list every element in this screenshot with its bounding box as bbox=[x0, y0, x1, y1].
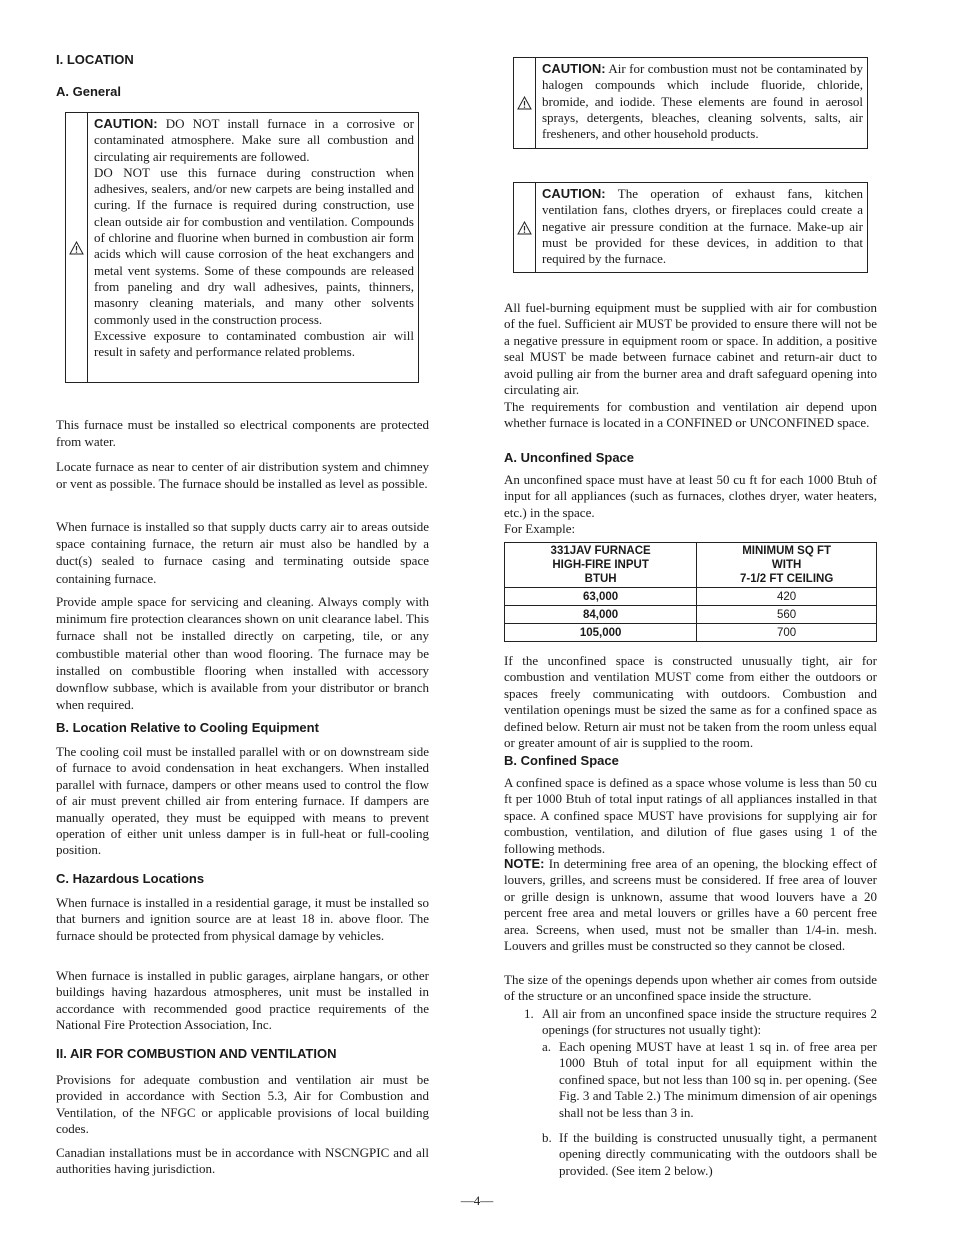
caution-text: Air for combustion must not be contaminated by halogen compounds which include fluoride, chloride, bromide, and iodide. These elements are found in aerosol sprays, detergents, bleaches, cleaning solvents, salts, air fresheners, and other household products. bbox=[542, 61, 863, 142]
page-number: —4— bbox=[460, 1193, 494, 1208]
heading-hazardous: C. Hazardous Locations bbox=[56, 871, 205, 886]
header-line: WITH bbox=[771, 559, 802, 571]
col-header-furnace-input bbox=[505, 543, 697, 588]
heading-unconfined: A. Unconfined Space bbox=[504, 450, 635, 465]
para-unusually-tight: If the unconfined space is constructed unusually tight, air for combustion and ventilation MUST come from either the outdoors or spaces freely communicating with outdoors. Combustion and ventilation openings must be sized the same as for a confined space as defined below. Return air must not be taken from the room unless equal or greater amount of air is supplied to the room. bbox=[504, 653, 877, 751]
para-note bbox=[504, 856, 877, 954]
caution-body bbox=[536, 183, 867, 272]
para-cooling: The cooling coil must be installed parallel with or on downstream side of furnace to avoid condensation in heat exchangers. When installed parallel with furnace, dampers or other means used to control the flow of air must prevent chilled air from entering furnace. If dampers are manually operated, they must be equipped with means to prevent operation of either unit unless damper is in full-heat or full-cooling position. bbox=[56, 744, 429, 858]
warning-triangle-icon bbox=[517, 96, 532, 110]
heading-general: A. General bbox=[56, 84, 122, 99]
para-provisions: Provisions for adequate combustion and ventilation air must be provided in accordance with Section 5.3, Air for Combustion and Ventilation, of the NFGC or applicable provisions of local building codes. bbox=[56, 1072, 429, 1137]
para-locate: Locate furnace as near to center of air distribution system and chimney or vent as possible. The furnace should be installed as level as possible. bbox=[56, 459, 429, 492]
para-unconfined-def: An unconfined space must have at least 50 cu ft for each 1000 Btuh of input for all appliances (such as furnaces, clothes dryer, water heaters, etc.) in the space. bbox=[504, 472, 877, 520]
heading-confined: B. Confined Space bbox=[504, 753, 619, 768]
cell-input: 105,000 bbox=[505, 624, 697, 642]
heading-cooling: B. Location Relative to Cooling Equipment bbox=[56, 720, 319, 735]
warning-triangle-icon bbox=[517, 221, 532, 235]
cell-sqft: 420 bbox=[697, 588, 877, 606]
cell-input: 84,000 bbox=[505, 606, 697, 624]
table-row bbox=[505, 624, 877, 642]
caution-body bbox=[88, 113, 418, 382]
para-requirements: The requirements for combustion and ventilation air depend upon whether furnace is located in a CONFINED or UNCONFINED space. bbox=[504, 399, 877, 431]
caution-box-halogen bbox=[513, 57, 868, 149]
caution-label: CAUTION: bbox=[542, 186, 606, 201]
heading-location: I. LOCATION bbox=[56, 52, 134, 67]
heading-air-combustion: II. AIR FOR COMBUSTION AND VENTILATION bbox=[56, 1046, 337, 1061]
para-garage: When furnace is installed in a residential garage, it must be installed so that burners and ignition source are at least 18 in. above floor. The furnace should be protected from physical damage by vehicles. bbox=[56, 895, 429, 943]
para-openings-size: The size of the openings depends upon whether air comes from outside of the structure or an unconfined space inside the structure. bbox=[504, 972, 877, 1004]
warning-triangle-icon bbox=[69, 241, 84, 255]
caution-text-1: DO NOT install furnace in a corrosive or contaminated atmosphere. Make sure all combustion and circulating air requirements are followed. bbox=[94, 116, 414, 164]
header-line: MINIMUM SQ FT bbox=[742, 545, 832, 557]
para-supply-ducts: When furnace is installed so that supply ducts carry air to areas outside space containing furnace, the return air must also be handled by a duct(s) sealed to furnace casing and terminating outside space containing furnace. bbox=[56, 519, 429, 586]
header-line: BTUH bbox=[584, 573, 617, 585]
cell-sqft: 560 bbox=[697, 606, 877, 624]
caution-text-3: Excessive exposure to contaminated combustion air will result in safety and performance related problems. bbox=[94, 327, 414, 360]
list-number: 1. bbox=[524, 1006, 534, 1021]
header-line: HIGH-FIRE INPUT bbox=[552, 559, 649, 571]
cell-input: 63,000 bbox=[505, 588, 697, 606]
para-canadian: Canadian installations must be in accordance with NSCNGPIC and all authorities having jurisdiction. bbox=[56, 1145, 429, 1177]
cell-sqft: 700 bbox=[697, 624, 877, 642]
warning-icon-cell bbox=[514, 183, 536, 272]
for-example-label: For Example: bbox=[504, 521, 576, 536]
warning-icon-cell bbox=[66, 113, 88, 382]
warning-icon-cell bbox=[514, 58, 536, 148]
caution-body bbox=[536, 58, 867, 148]
header-line: 331JAV FURNACE bbox=[550, 545, 651, 557]
header-line: 7-1/2 FT CEILING bbox=[739, 573, 834, 585]
list-item-1: All air from an unconfined space inside the structure requires 2 openings (for structures not usually tight): bbox=[542, 1006, 877, 1038]
note-text: In determining free area of an opening, the blocking effect of louvers, grilles, and screens must be considered. If free area of louver or grille design is unknown, assume that wood louvers have a 20 percent free area and metal louvers or grilles have a 60 percent free area. Screens, when used, must not be smaller than 1/4-in. mesh. Louvers and grilles must be constructed so they cannot be closed. bbox=[504, 856, 878, 954]
para-fuel-burning: All fuel-burning equipment must be supplied with air for combustion of the fuel. Sufficient air MUST be provided to ensure there will not be a negative pressure in equipment room or space. In addition, a positive seal MUST be made between furnace cabinet and return-air duct to avoid pulling air from the burner area and draft safeguard opening into circulating air. bbox=[504, 300, 877, 398]
para-ample-space: Provide ample space for servicing and cleaning. Always comply with minimum fire protection clearances shown on unit clearance label. This furnace shall not be installed directly on carpeting, tile, or any combustible material other than wood flooring. The furnace may be installed on combustible flooring when installed with accessory downflow subbase, which is available from your distributor or branch when required. bbox=[56, 594, 429, 713]
list-item-1b: If the building is constructed unusually tight, a permanent opening directly communicating with the outdoors shall be provided. (See item 2 below.) bbox=[559, 1130, 877, 1178]
table-header-row bbox=[505, 543, 877, 588]
para-electrical: This furnace must be installed so electrical components are protected from water. bbox=[56, 417, 429, 450]
table-row bbox=[505, 606, 877, 624]
table-row bbox=[505, 588, 877, 606]
col-header-min-sqft bbox=[697, 543, 877, 588]
list-letter: b. bbox=[542, 1130, 552, 1145]
para-public-garages: When furnace is installed in public garages, airplane hangars, or other buildings having hazardous atmospheres, unit must be installed in accordance with recommended good practice requirements of the National Fire Protection Association, Inc. bbox=[56, 968, 429, 1033]
para-confined-def: A confined space is defined as a space whose volume is less than 50 cu ft per 1000 Btuh of total input ratings of all appliances installed in that space. A confined space MUST have provisions for supplying air for combustion, ventilation, and dilution of flue gases using 1 of the following methods. bbox=[504, 775, 877, 856]
caution-box-corrosive bbox=[65, 112, 419, 383]
unconfined-space-table bbox=[504, 542, 877, 642]
list-item-1a: Each opening MUST have at least 1 sq in. of free area per 1000 Btuh of total input for all equipment within the confined space, but not less than 100 sq in. per opening. (See Fig. 3 and Table 2.) The minimum dimension of air openings shall not be less than 3 in. bbox=[559, 1039, 877, 1120]
list-letter: a. bbox=[542, 1039, 552, 1054]
caution-label: CAUTION: bbox=[542, 61, 606, 76]
caution-label: CAUTION: bbox=[94, 116, 158, 131]
caution-text-2: DO NOT use this furnace during construction when adhesives, sealers, and/or new carpets are being installed and curing. If the furnace is required during construction, use clean outside air for combustion and ventilation. Compounds of chlorine and fluorine when burned in combustion air form acids which will cause corrosion of the heat exchangers and metal vent systems. Some of these compounds are released from paneling and dry wall adhesives, paints, thinners, masonry cleaning materials, and many other solvents commonly used in the construction process. bbox=[94, 164, 414, 327]
caution-box-exhaust-fans bbox=[513, 182, 868, 273]
note-label: NOTE: bbox=[504, 856, 545, 871]
caution-text: The operation of exhaust fans, kitchen ventilation fans, clothes dryers, or fireplaces could create a negative air pressure condition at the furnace. Make-up air must be provided for these devices, in addition to that required by the furnace. bbox=[542, 186, 864, 267]
